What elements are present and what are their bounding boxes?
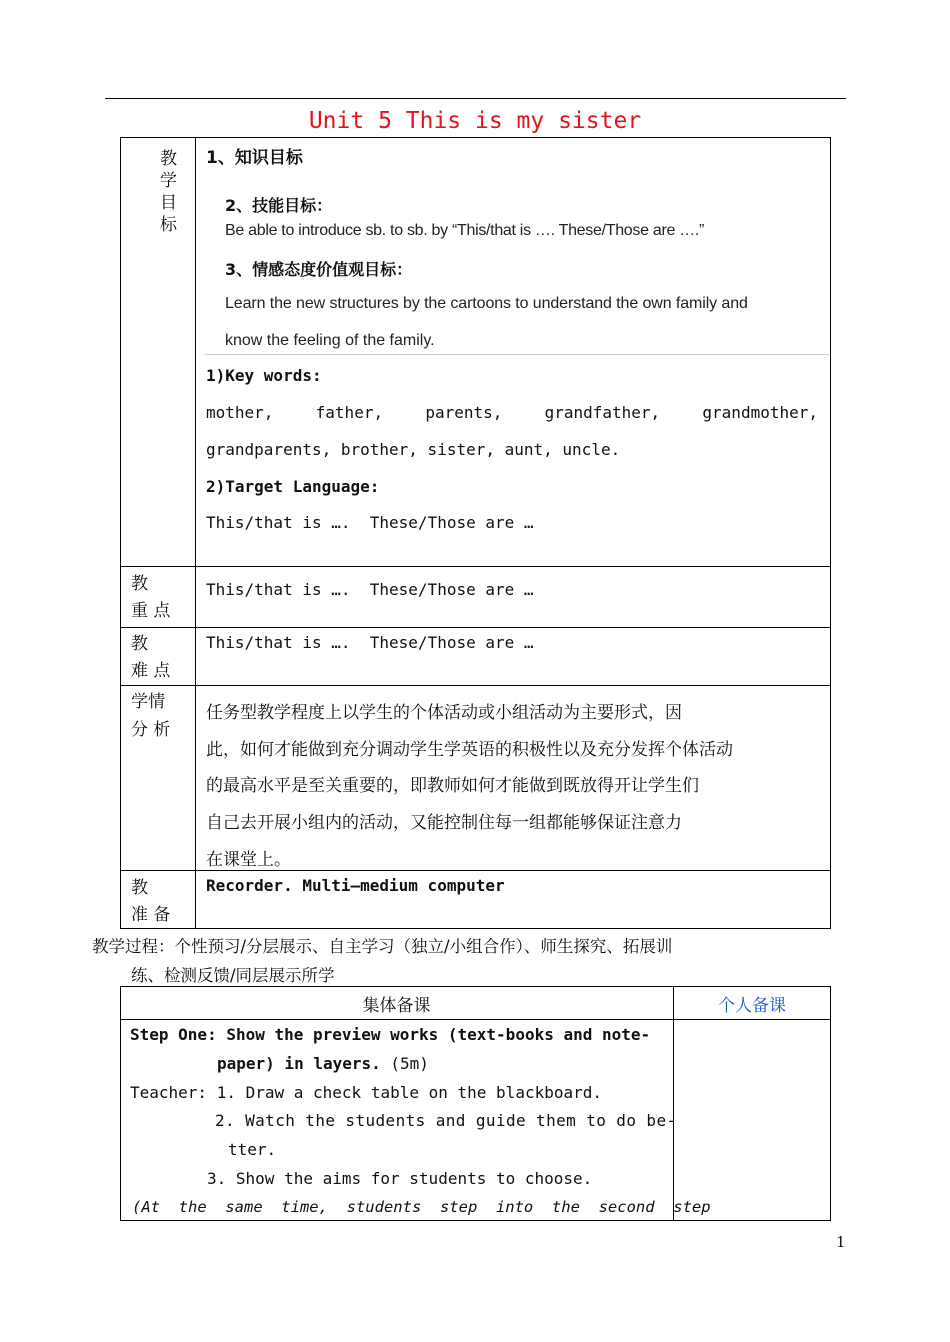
prep-text: Recorder. Multi—medium computer xyxy=(206,876,505,895)
teacher-step-1: Teacher: 1. Draw a check table on the blackboard. xyxy=(130,1083,603,1102)
knowledge-objective-heading: 1、知识目标 xyxy=(206,148,303,168)
difficulty-text: This/that is …. These/Those are … xyxy=(206,633,534,652)
step-one-line-1: Step One: Show the preview works (text-books and note- xyxy=(130,1025,651,1044)
key-word: father, xyxy=(315,403,384,422)
analysis-line: 在课堂上。 xyxy=(206,850,291,870)
focus-label-1: 教 xyxy=(131,574,148,594)
analysis-line: 此，如何才能做到充分调动学生学英语的积极性以及充分发挥个体活动 xyxy=(206,740,733,760)
step-one-line-2-text: paper) in layers. xyxy=(217,1054,381,1073)
personal-header: 个人备课 xyxy=(718,996,786,1016)
objectives-label: 教学目标 xyxy=(160,149,177,235)
key-words-line-1 xyxy=(206,403,818,422)
row-divider xyxy=(120,566,831,567)
teacher-step-2b: tter. xyxy=(228,1140,277,1159)
key-words-line-2: grandparents, brother, sister, aunt, uncle. xyxy=(206,440,621,459)
emotion-objective-heading: 3、情感态度价值观目标： xyxy=(225,260,413,279)
key-word: grandmother, xyxy=(702,403,818,422)
key-word: parents, xyxy=(425,403,503,422)
process-line-2: 练、检测反馈/同层展示所学 xyxy=(131,966,335,985)
focus-label-2: 重 点 xyxy=(131,601,171,621)
step-table-header-divider xyxy=(120,1019,831,1020)
emotion-objective-line-2: know the feeling of the family. xyxy=(225,332,435,349)
analysis-label-2: 分 析 xyxy=(131,720,171,740)
analysis-line: 自己去开展小组内的活动，又能控制住每一组都能够保证注意力 xyxy=(206,813,682,833)
row-divider xyxy=(120,627,831,628)
analysis-line: 的最高水平是至关重要的，即教师如何才能做到既放得开让学生们 xyxy=(206,776,699,796)
row-divider xyxy=(120,870,831,871)
row-divider xyxy=(120,685,831,686)
skill-objective-heading: 2、技能目标： xyxy=(225,196,333,215)
analysis-label-1: 学情 xyxy=(131,692,165,712)
page-number: 1 xyxy=(836,1233,846,1251)
difficulty-label-1: 教 xyxy=(131,634,148,654)
emotion-objective-line-1: Learn the new structures by the cartoons to understand the own family and xyxy=(225,295,748,312)
analysis-line: 任务型教学程度上以学生的个体活动或小组活动为主要形式，因 xyxy=(206,703,682,723)
key-words-heading: 1)Key words: xyxy=(206,366,322,385)
column-divider xyxy=(195,137,196,929)
difficulty-label-2: 难 点 xyxy=(131,661,171,681)
collective-header: 集体备课 xyxy=(362,996,431,1016)
target-language-heading: 2)Target Language: xyxy=(206,477,380,496)
prep-label-2: 准 备 xyxy=(131,905,171,925)
skill-objective-text: Be able to introduce sb. to sb. by “This/that is …. These/Those are ….” xyxy=(225,222,705,239)
document-title: Unit 5 This is my sister xyxy=(308,108,642,134)
step-table-divider xyxy=(673,986,674,1221)
target-language-text: This/that is …. These/Those are … xyxy=(206,513,534,532)
step-one-time: (5m) xyxy=(390,1054,429,1073)
key-word: grandfather, xyxy=(544,403,661,422)
focus-text: This/that is …. These/Those are … xyxy=(206,580,534,599)
prep-label-1: 教 xyxy=(131,878,148,898)
step-note: (At the same time, students step into the second step xyxy=(132,1198,711,1216)
teacher-step-2: 2. Watch the students and guide them to do be- xyxy=(215,1111,677,1130)
teacher-step-3: 3. Show the aims for students to choose. xyxy=(207,1169,593,1188)
top-rule xyxy=(105,98,846,99)
step-one-line-2 xyxy=(217,1054,429,1073)
key-word: mother, xyxy=(206,403,274,422)
process-line-1: 教学过程：个性预习/分层展示、自主学习（独立/小组合作）、师生探究、拓展训 xyxy=(92,937,673,956)
